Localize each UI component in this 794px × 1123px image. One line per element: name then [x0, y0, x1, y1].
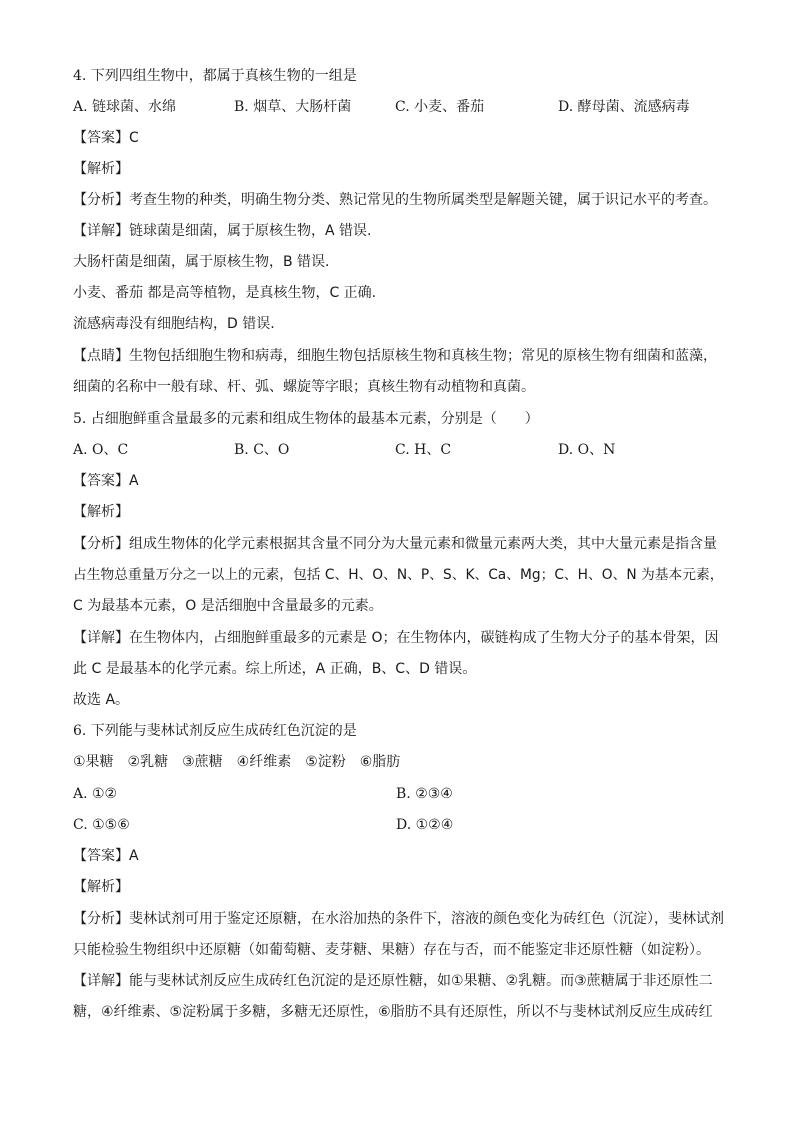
q4-analysis-heading: 【解析】 [73, 161, 129, 177]
q4-answer: 【答案】C [73, 130, 139, 146]
q4-tip-line-2: 细菌的名称中一般有球、杆、弧、螺旋等字眼；真核生物有动植物和真菌。 [73, 379, 535, 395]
q4-tip-line-1: 【点睛】生物包括细胞生物和病毒，细胞生物包括原核生物和真核生物；常见的原核生物有细菌和蓝藻， [73, 348, 717, 364]
q6-analysis-heading: 【解析】 [73, 879, 129, 895]
q5-detail-line-3: 故选 A。 [73, 692, 130, 708]
q6-detail-line-1: 【详解】能与斐林试剂反应生成砖红色沉淀的是还原性糖，如①果糖、②乳糖。而③蔗糖属于非还原性二 [73, 973, 713, 989]
q4-option-d: D. 酵母菌、流感病毒 [558, 99, 690, 115]
q4-option-b: B. 烟草、大肠杆菌 [234, 99, 352, 115]
q5-detail-line-2: 此 C 是最基本的化学元素。综上所述，A 正确，B、C、D 错误。 [73, 661, 477, 677]
q5-stem: 5. 占细胞鲜重含量最多的元素和组成生物体的最基本元素，分别是（ ） [73, 411, 539, 427]
q6-detail-line-2: 糖，④纤维素、⑤淀粉属于多糖，多糖无还原性，⑥脂肪不具有还原性，所以不与斐林试剂反应生成砖红 [73, 1004, 713, 1020]
q6-analysis-line-2: 只能检验生物组织中还原糖（如葡萄糖、麦芽糖、果糖）存在与否，而不能鉴定非还原性糖（如淀粉）。 [73, 942, 710, 958]
q5-analysis-line-1: 【分析】组成生物体的化学元素根据其含量不同分为大量元素和微量元素两大类，其中大量元素是指含量 [73, 536, 717, 552]
q4-detail-line-4: 流感病毒没有细胞结构，D 错误. [73, 316, 275, 332]
q5-analysis-line-2: 占生物总重量万分之一以上的元素，包括 C、H、O、N、P、S、K、Ca、Mg；C、H、O、N 为基本元素， [73, 567, 724, 583]
q6-option-b: B. ②③④ [396, 786, 453, 802]
q4-option-c: C. 小麦、番茄 [395, 99, 485, 115]
q6-option-a: A. ①② [73, 786, 118, 802]
q5-option-b: B. C、O [234, 442, 290, 458]
q5-option-a: A. O、C [73, 442, 129, 458]
q5-analysis-heading: 【解析】 [73, 504, 129, 520]
q5-detail-line-1: 【详解】在生物体内，占细胞鲜重最多的元素是 O；在生物体内，碳链构成了生物大分子的基本骨架，因 [73, 630, 719, 646]
q4-option-a: A. 链球菌、水绵 [73, 99, 177, 115]
q6-stem: 6. 下列能与斐林试剂反应生成砖红色沉淀的是 [73, 723, 357, 739]
q6-analysis-line-1: 【分析】斐林试剂可用于鉴定还原糖，在水浴加热的条件下，溶液的颜色变化为砖红色（沉淀），斐林试剂 [73, 911, 724, 927]
q5-option-d: D. O、N [558, 442, 616, 458]
q4-detail-line-3: 小麦、番茄 都是高等植物，是真核生物，C 正确. [73, 285, 377, 301]
q5-analysis-line-3: C 为最基本元素，O 是活细胞中含量最多的元素。 [73, 598, 383, 614]
q4-stem: 4. 下列四组生物中，都属于真核生物的一组是 [73, 68, 357, 84]
q6-option-c: C. ①⑤⑥ [73, 817, 130, 833]
q6-items: ①果糖 ②乳糖 ③蔗糖 ④纤维素 ⑤淀粉 ⑥脂肪 [73, 754, 401, 770]
q4-detail-line-2: 大肠杆菌是细菌，属于原核生物，B 错误. [73, 254, 330, 270]
q4-detail-line-1: 【详解】链球菌是细菌，属于原核生物，A 错误. [73, 223, 372, 239]
q6-option-d: D. ①②④ [396, 817, 454, 833]
q6-answer: 【答案】A [73, 848, 139, 864]
q5-answer: 【答案】A [73, 473, 139, 489]
q4-analysis: 【分析】考查生物的种类，明确生物分类、熟记常见的生物所属类型是解题关键，属于识记水平的考查。 [73, 192, 717, 208]
q5-option-c: C. H、C [395, 442, 452, 458]
